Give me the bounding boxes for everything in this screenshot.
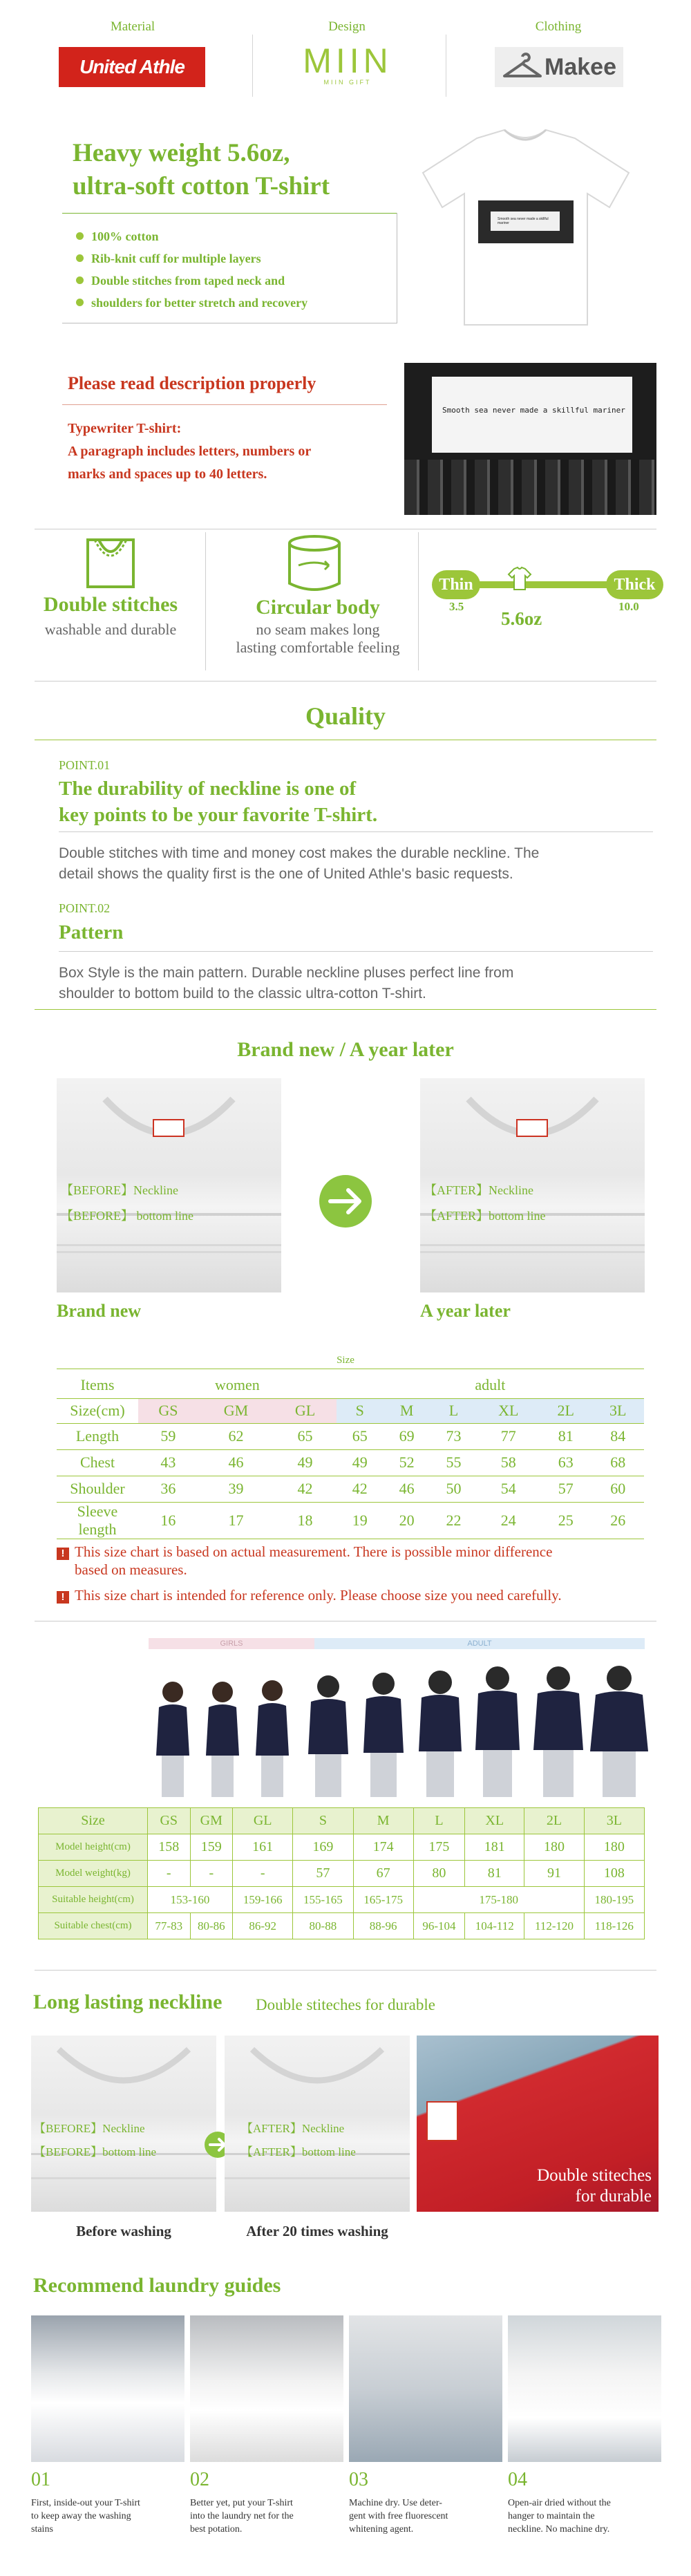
table-cell: 65 <box>274 1423 337 1449</box>
compare-title: Brand new / A year later <box>237 1038 454 1061</box>
point-body <box>59 843 539 885</box>
point-body-line: Box Style is the main pattern. Durable neckline pluses perfect line from <box>59 965 514 981</box>
model-figure <box>363 1673 404 1797</box>
thin-label: Thin <box>432 570 480 599</box>
photo-caption: 【AFTER】bottom line <box>241 2145 356 2159</box>
table-header-cell: 3L <box>591 1398 644 1423</box>
thick-label: Thick <box>606 570 663 599</box>
note-text: This size chart is based on actual measurement. There is possible minor difference <box>75 1543 553 1560</box>
photo-label: Before washing <box>76 2223 171 2239</box>
table-cell: 18 <box>274 1502 337 1539</box>
model-figure <box>419 1671 462 1797</box>
table-cell: 36 <box>138 1476 198 1502</box>
table-row-label: Suitable height(cm) <box>39 1887 148 1913</box>
feature-subtitle: washable and durable <box>44 621 177 638</box>
hero-title-line1: Heavy weight 5.6oz, <box>73 139 290 167</box>
typewriter-keys <box>404 460 656 515</box>
table-row-label: Suitable chest(cm) <box>39 1913 148 1939</box>
table-cell: 39 <box>198 1476 274 1502</box>
table-cell: 63 <box>540 1449 591 1476</box>
table-cell: 180-195 <box>584 1887 644 1913</box>
table-header-cell: GL <box>274 1398 337 1423</box>
table-cell: 80-88 <box>293 1913 353 1939</box>
thick-value: 10.0 <box>618 600 639 613</box>
tshirt-marker-icon <box>506 566 533 591</box>
quality-title: Quality <box>305 702 386 730</box>
table-row-label: Length <box>57 1423 138 1449</box>
table-header-cell: L <box>430 1398 477 1423</box>
table-cell: 159 <box>190 1834 233 1861</box>
table-row <box>57 1449 644 1476</box>
table-cell: 50 <box>430 1476 477 1502</box>
table-header-cell: Size(cm) <box>57 1398 138 1423</box>
table-cell: 180 <box>524 1834 584 1861</box>
step-number: 04 <box>508 2469 527 2490</box>
table-cell: 153-160 <box>148 1887 233 1913</box>
point-body-line: Double stitches with time and money cost makes the durable neckline. The <box>59 845 540 861</box>
table-cell: 26 <box>591 1502 644 1539</box>
table-cell: 19 <box>337 1502 384 1539</box>
table-cell: 158 <box>148 1834 191 1861</box>
point-heading: Pattern <box>59 921 124 943</box>
table-cell: 174 <box>353 1834 413 1861</box>
table-cell: 42 <box>274 1476 337 1502</box>
adult-band: ADULT <box>314 1638 645 1649</box>
hero-title-line2: ultra-soft cotton T-shirt <box>73 172 330 200</box>
year-later-photo <box>420 1078 645 1292</box>
table-cell: 59 <box>138 1423 198 1449</box>
step-line: to keep away the washing <box>31 2511 131 2521</box>
divider <box>35 1970 656 1971</box>
step-line: Open-air dried without the <box>508 2498 611 2508</box>
table-cell: 57 <box>540 1476 591 1502</box>
material-label: Material <box>110 19 155 34</box>
table-cell: 67 <box>353 1861 413 1887</box>
circular-body-icon <box>283 534 346 594</box>
table-header-cell: M <box>353 1808 413 1834</box>
table-header-cell: XL <box>465 1808 524 1834</box>
tshirt-print-text: Smooth sea never made a skillful mariner <box>498 217 549 225</box>
united-athle-logo: United Athle <box>59 47 205 87</box>
note-text: This size chart is intended for reference only. Please choose size you need carefully. <box>75 1587 562 1604</box>
laundry-photo-1 <box>31 2315 184 2462</box>
girls-band: GIRLS <box>149 1638 314 1649</box>
table-cell: 86-92 <box>233 1913 293 1939</box>
point-heading <box>59 775 377 828</box>
note-text: based on measures. <box>75 1561 187 1578</box>
table-cell: 96-104 <box>413 1913 464 1939</box>
table-cell: 43 <box>138 1449 198 1476</box>
table-cell: 46 <box>384 1476 430 1502</box>
double-stitch-collar-icon <box>79 536 142 591</box>
point-heading-line: The durability of neckline is one of <box>59 778 357 800</box>
model-figure <box>206 1682 239 1797</box>
photo-caption: 【AFTER】Neckline <box>424 1183 533 1197</box>
photo-caption: 【BEFORE】Neckline <box>34 2122 145 2135</box>
step-line: neckline. No machine dry. <box>508 2524 610 2535</box>
step-line: gent with free fluorescent <box>349 2511 448 2521</box>
model-figure <box>256 1680 289 1797</box>
point-body-line: shoulder to bottom build to the classic ultra-cotton T-shirt. <box>59 986 426 1002</box>
table-header-cell: GS <box>148 1808 191 1834</box>
table-row-label: Model weight(kg) <box>39 1861 148 1887</box>
divider <box>35 1009 656 1010</box>
after-washing-photo <box>225 2036 410 2212</box>
table-row <box>39 1861 645 1887</box>
table-header-cell: S <box>293 1808 353 1834</box>
table-row <box>57 1398 644 1423</box>
notice-body <box>68 417 311 486</box>
table-row <box>39 1808 645 1834</box>
table-cell: 91 <box>524 1861 584 1887</box>
clothing-label: Clothing <box>535 19 582 34</box>
thin-value: 3.5 <box>449 600 464 613</box>
point-body <box>59 963 513 1004</box>
table-cell: 52 <box>384 1449 430 1476</box>
photo-label: A year later <box>420 1301 511 1321</box>
table-cell: 104-112 <box>465 1913 524 1939</box>
table-cell: 20 <box>384 1502 430 1539</box>
table-cell: 155-165 <box>293 1887 353 1913</box>
list-item: 100% cotton <box>76 225 307 247</box>
step-line: best potation. <box>190 2524 243 2535</box>
step-number: 02 <box>190 2469 209 2490</box>
notice-line: A paragraph includes letters, numbers or <box>68 444 312 459</box>
table-header-cell: GS <box>138 1398 198 1423</box>
table-cell: 49 <box>274 1449 337 1476</box>
model-figure <box>475 1666 520 1797</box>
table-cell: 22 <box>430 1502 477 1539</box>
table-row-label: Sleeve length <box>57 1502 138 1539</box>
point-heading-line: key points to be your favorite T-shirt. <box>59 804 378 826</box>
feature-title: Circular body <box>256 596 380 619</box>
table-cell: 88-96 <box>353 1913 413 1939</box>
divider <box>252 35 253 97</box>
red-caption-line: for durable <box>575 2187 652 2206</box>
table-header-cell: 2L <box>540 1398 591 1423</box>
table-cell: 175 <box>413 1834 464 1861</box>
typewriter-photo <box>404 363 656 515</box>
miin-logo-text: MIIN <box>303 41 392 80</box>
table-row <box>57 1476 644 1502</box>
photo-caption: 【BEFORE】bottom line <box>34 2145 157 2159</box>
photo-label: Brand new <box>57 1301 142 1321</box>
table-header-cell: GL <box>233 1808 293 1834</box>
table-cell: 77 <box>477 1423 540 1449</box>
model-figure <box>156 1682 189 1797</box>
notice-line: Typewriter T-shirt: <box>68 421 182 436</box>
table-cell: 80-86 <box>190 1913 233 1939</box>
table-row <box>57 1502 644 1539</box>
feature-list <box>76 225 307 314</box>
point-label: POINT.01 <box>59 758 111 772</box>
feature-title: Double stitches <box>43 593 178 616</box>
step-line: Better yet, put your T-shirt <box>190 2498 293 2508</box>
step-line: Machine dry. Use deter- <box>349 2498 442 2508</box>
table-row <box>39 1834 645 1861</box>
model-figure <box>533 1666 583 1797</box>
table-header-cell: M <box>384 1398 430 1423</box>
tshirt-photo <box>394 124 656 332</box>
table-cell: 161 <box>233 1834 293 1861</box>
table-cell: 60 <box>591 1476 644 1502</box>
red-photo-caption <box>493 2165 652 2207</box>
table-cell: 165-175 <box>353 1887 413 1913</box>
table-cell: 55 <box>430 1449 477 1476</box>
before-washing-photo <box>31 2036 216 2212</box>
divider <box>59 951 653 952</box>
table-cell: - <box>148 1861 191 1887</box>
table-row <box>57 1423 644 1449</box>
laundry-photo-3 <box>349 2315 502 2462</box>
miin-logo-subtext: MIIN GIFT <box>323 79 372 86</box>
table-header-cell: XL <box>477 1398 540 1423</box>
laundry-photo-2 <box>190 2315 343 2462</box>
table-header-cell: adult <box>337 1372 644 1398</box>
laundry-title: Recommend laundry guides <box>33 2274 281 2297</box>
photo-caption: 【BEFORE】Neckline <box>61 1183 178 1197</box>
red-tshirt-photo <box>417 2036 659 2212</box>
photo-caption: 【AFTER】bottom line <box>424 1209 546 1223</box>
table-cell: 84 <box>591 1423 644 1449</box>
table-cell: 69 <box>384 1423 430 1449</box>
divider <box>59 831 653 832</box>
notice-line: marks and spaces up to 40 letters. <box>68 467 267 482</box>
step-number: 01 <box>31 2469 50 2490</box>
makee-logo-text: Makee <box>545 54 616 80</box>
model-size-table <box>38 1807 645 1939</box>
arrow-right-icon <box>318 1174 373 1229</box>
table-cell: - <box>190 1861 233 1887</box>
table-row <box>39 1913 645 1939</box>
photo-caption: 【AFTER】Neckline <box>241 2122 345 2135</box>
divider <box>205 532 206 670</box>
step-number: 03 <box>349 2469 368 2490</box>
step-text <box>508 2497 611 2536</box>
table-row <box>39 1887 645 1913</box>
table-header-cell: women <box>138 1372 337 1398</box>
size-note <box>57 1543 552 1561</box>
typewriter-paper <box>432 377 632 453</box>
feature-subtitle: lasting comfortable feeling <box>236 639 400 656</box>
step-text <box>31 2497 140 2536</box>
miin-logo <box>296 43 399 91</box>
table-cell: 24 <box>477 1502 540 1539</box>
notice-title: Please read description properly <box>68 373 316 393</box>
table-cell: 180 <box>584 1834 644 1861</box>
table-header-cell: Size <box>39 1808 148 1834</box>
table-cell: 81 <box>540 1423 591 1449</box>
list-item: Double stitches from taped neck and <box>76 270 307 292</box>
table-cell: 42 <box>337 1476 384 1502</box>
table-cell: 159-166 <box>233 1887 293 1913</box>
size-note <box>57 1586 562 1604</box>
table-cell: 54 <box>477 1476 540 1502</box>
laundry-photo-4 <box>508 2315 661 2462</box>
table-cell: 112-120 <box>524 1913 584 1939</box>
table-header-cell: S <box>337 1398 384 1423</box>
exclamation-icon: ! <box>57 1591 69 1604</box>
table-cell: 68 <box>591 1449 644 1476</box>
table-cell: 46 <box>198 1449 274 1476</box>
table-header-cell: L <box>413 1808 464 1834</box>
typewriter-text: Smooth sea never made a skillful mariner <box>442 406 625 415</box>
step-text <box>349 2497 448 2536</box>
point-body-line: detail shows the quality first is the one of United Athle's basic requests. <box>59 866 513 882</box>
exclamation-icon: ! <box>57 1548 69 1560</box>
table-header-cell: GM <box>190 1808 233 1834</box>
neckline-title: Long lasting neckline <box>33 1991 223 2013</box>
table-header-cell: 3L <box>584 1808 644 1834</box>
hero-title <box>73 137 330 203</box>
table-header-cell: GM <box>198 1398 274 1423</box>
table-cell: 17 <box>198 1502 274 1539</box>
table-cell: 118-126 <box>584 1913 644 1939</box>
red-caption-line: Double stiteches <box>537 2166 652 2185</box>
step-text <box>190 2497 294 2536</box>
table-cell: 77-83 <box>148 1913 191 1939</box>
list-item: shoulders for better stretch and recovery <box>76 292 307 314</box>
models-photo <box>145 1666 656 1801</box>
table-cell: 175-180 <box>413 1887 584 1913</box>
table-cell: 80 <box>413 1861 464 1887</box>
weight-value: 5.6oz <box>501 608 542 629</box>
feature-subtitle: no seam makes long <box>256 621 380 638</box>
brand-new-photo <box>57 1078 281 1292</box>
table-cell: 25 <box>540 1502 591 1539</box>
step-line: into the laundry net for the <box>190 2511 294 2521</box>
table-header-cell: 2L <box>524 1808 584 1834</box>
table-cell: - <box>233 1861 293 1887</box>
table-cell: 81 <box>465 1861 524 1887</box>
design-label: Design <box>328 19 366 34</box>
table-cell: 62 <box>198 1423 274 1449</box>
list-item: Rib-knit cuff for multiple layers <box>76 247 307 270</box>
size-table-caption: Size <box>337 1355 354 1366</box>
size-table <box>57 1372 644 1539</box>
table-cell: 65 <box>337 1423 384 1449</box>
photo-caption: 【BEFORE】 bottom line <box>61 1209 194 1223</box>
step-line: stains <box>31 2524 53 2535</box>
hanger-icon <box>502 53 543 82</box>
neckline-subtitle: Double stiteches for durable <box>256 1996 435 2013</box>
model-figure <box>590 1666 648 1797</box>
step-line: First, inside-out your T-shirt <box>31 2498 140 2508</box>
table-cell: 57 <box>293 1861 353 1887</box>
table-row <box>57 1372 644 1398</box>
table-cell: 58 <box>477 1449 540 1476</box>
point-label: POINT.02 <box>59 901 111 915</box>
product-tag <box>426 2101 458 2141</box>
divider <box>62 404 387 405</box>
table-header-cell: Items <box>57 1372 138 1398</box>
table-cell: 181 <box>465 1834 524 1861</box>
table-cell: 169 <box>293 1834 353 1861</box>
table-row-label: Shoulder <box>57 1476 138 1502</box>
table-cell: 108 <box>584 1861 644 1887</box>
step-line: whitening agent. <box>349 2524 414 2535</box>
model-figure <box>308 1675 348 1797</box>
makee-logo <box>495 47 623 87</box>
table-cell: 49 <box>337 1449 384 1476</box>
step-line: hanger to maintain the <box>508 2511 595 2521</box>
photo-label: After 20 times washing <box>246 2223 388 2239</box>
table-row-label: Chest <box>57 1449 138 1476</box>
divider <box>418 532 419 670</box>
table-cell: 73 <box>430 1423 477 1449</box>
table-row-label: Model height(cm) <box>39 1834 148 1861</box>
table-cell: 16 <box>138 1502 198 1539</box>
